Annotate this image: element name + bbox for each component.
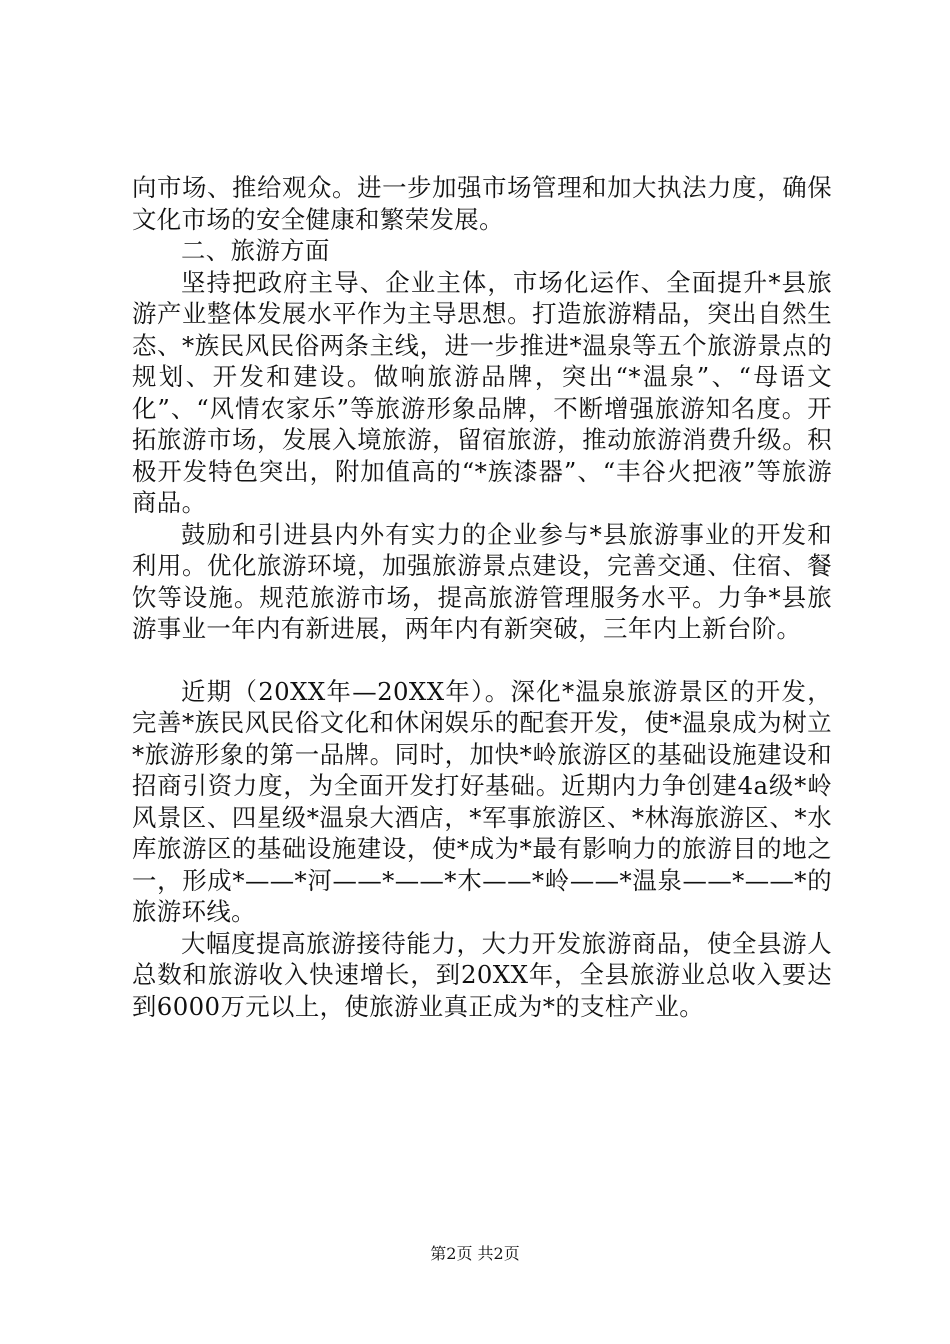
paragraph-tourism-strategy: 坚持把政府主导、企业主体，市场化运作、全面提升*县旅游产业整体发展水平作为主导思想。打造旅游精品，突出自然生态、*族民风民俗两条主线，进一步推进*温泉等五个旅游景点的规划、开发和建设。做响旅游品牌，突出“*温泉”、“母语文化”、“风情农家乐”等旅游形象品牌，不断增强旅游知名度。开拓旅游市场，发展入境旅游，留宿旅游，推动旅游消费升级。积极开发特色突出，附加值高的“*族漆器”、“丰谷火把液”等旅游商品。	[132, 267, 832, 517]
page-number-footer: 第2页 共2页	[430, 1244, 520, 1263]
paragraph-near-term-plan: 近期（20XX年—20XX年）。深化*温泉旅游景区的开发，完善*族民风民俗文化和休闲娱乐的配套开发，使*温泉成为树立*旅游形象的第一品牌。同时，加快*岭旅游区的基础设施建设和招商引资力度，为全面开发打好基础。近期内力争创建4a级*岭风景区、四星级*温泉大酒店，*军事旅游区、*林海旅游区、*水库旅游区的基础设施建设，使*成为*最有影响力的旅游目的地之一，形成*——*河——*——*木——*岭——*温泉——*——*的旅游环线。	[132, 676, 832, 926]
document-body	[132, 172, 832, 1022]
paragraph-tourism-investment: 鼓励和引进县内外有实力的企业参与*县旅游事业的开发和利用。优化旅游环境，加强旅游景点建设，完善交通、住宿、餐饮等设施。规范旅游市场，提高旅游管理服务水平。力争*县旅游事业一年内有新进展，两年内有新突破，三年内上新台阶。	[132, 519, 832, 643]
section-heading-tourism: 二、旅游方面	[181, 236, 330, 265]
paragraph-culture-market-continued: 向市场、推给观众。进一步加强市场管理和加大执法力度，确保文化市场的安全健康和繁荣发展。	[132, 173, 832, 234]
paragraph-tourism-revenue-goal: 大幅度提高旅游接待能力，大力开发旅游商品，使全县游人总数和旅游收入快速增长，到20XX年，全县旅游业总收入要达到6000万元以上，使旅游业真正成为*的支柱产业。	[132, 928, 832, 1021]
